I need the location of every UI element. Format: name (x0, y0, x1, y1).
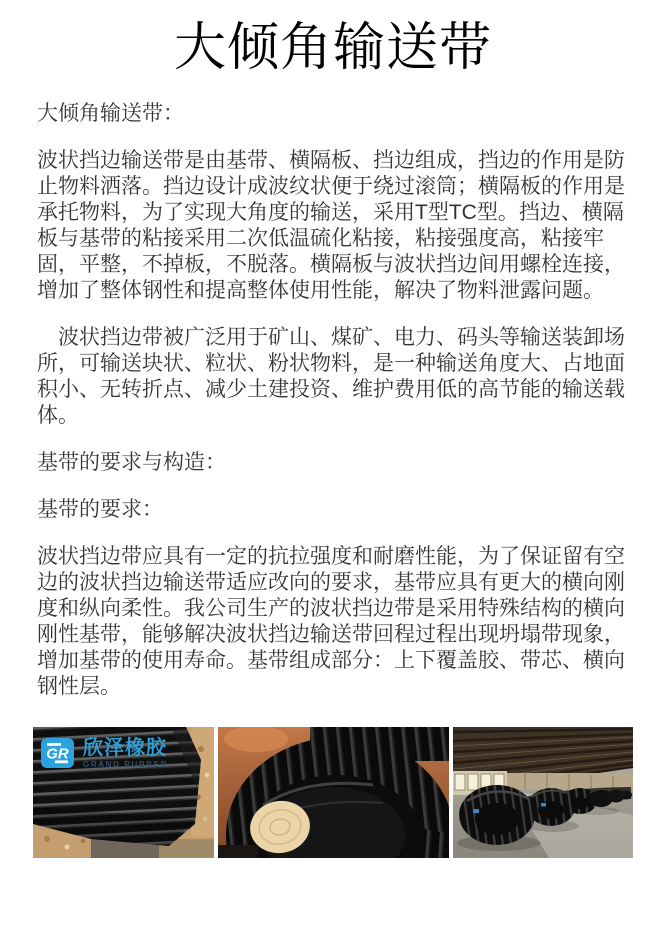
warehouse-illustration (453, 727, 633, 858)
photo-belt-loop (218, 727, 449, 858)
brand-logo-letters: GR (46, 745, 69, 763)
brand-logo-text (83, 738, 168, 769)
brand-name: 欣泽橡胶 (83, 737, 167, 759)
page-title: 大倾角输送带 (173, 19, 492, 77)
belt-loop-illustration (218, 727, 449, 858)
article-body (0, 101, 666, 700)
brand-logo (41, 738, 168, 769)
paragraph-structure: 波状挡边输送带是由基带、横隔板、挡边组成，挡边的作用是防止物料洒落。挡边设计成波纹状便于绕过滚筒；横隔板的作用是承托物料，为了实现大角度的输送，采用T型TC型。挡边、横隔板与基带的粘接采用二次低温硫化粘接，粘接强度高，粘接牢固，平整，不掉板，不脱落。横隔板与波状挡边间用螺栓连接，增加了整体钢性和提高整体使用性能，解决了物料泄露问题。 (37, 149, 625, 302)
paragraph-base-belt-detail: 波状挡边带应具有一定的抗拉强度和耐磨性能，为了保证留有空边的波状挡边输送带适应改向的要求，基带应具有更大的横向刚度和纵向柔性。我公司生产的波状挡边带是采用特殊结构的横向刚性基带，能够解决波状挡边输送带回程过程出现坍塌带现象，增加基带的使用寿命。基带组成部分：上下覆盖胶、带芯、横向钢性层。 (37, 545, 625, 698)
paragraph-heading-base-belt: 基带的要求与构造： (37, 451, 226, 474)
brand-name-english: GRAND RUBBER (83, 760, 168, 769)
paragraph-applications: 波状挡边带被广泛用于矿山、煤矿、电力、码头等输送装卸场所，可输送块状、粒状、粉状物料，是一种输送角度大、占地面积小、无转折点、减少土建投资、维护费用低的高节能的输送载体。 (37, 326, 625, 427)
paragraph-heading-intro: 大倾角输送带： (37, 102, 184, 125)
photo-sidewall-panels (33, 727, 214, 858)
photo-warehouse-coils (453, 727, 633, 858)
paragraph-heading-requirements: 基带的要求： (37, 498, 163, 521)
product-photo-gallery (33, 727, 666, 858)
brand-logo-icon (41, 738, 74, 768)
